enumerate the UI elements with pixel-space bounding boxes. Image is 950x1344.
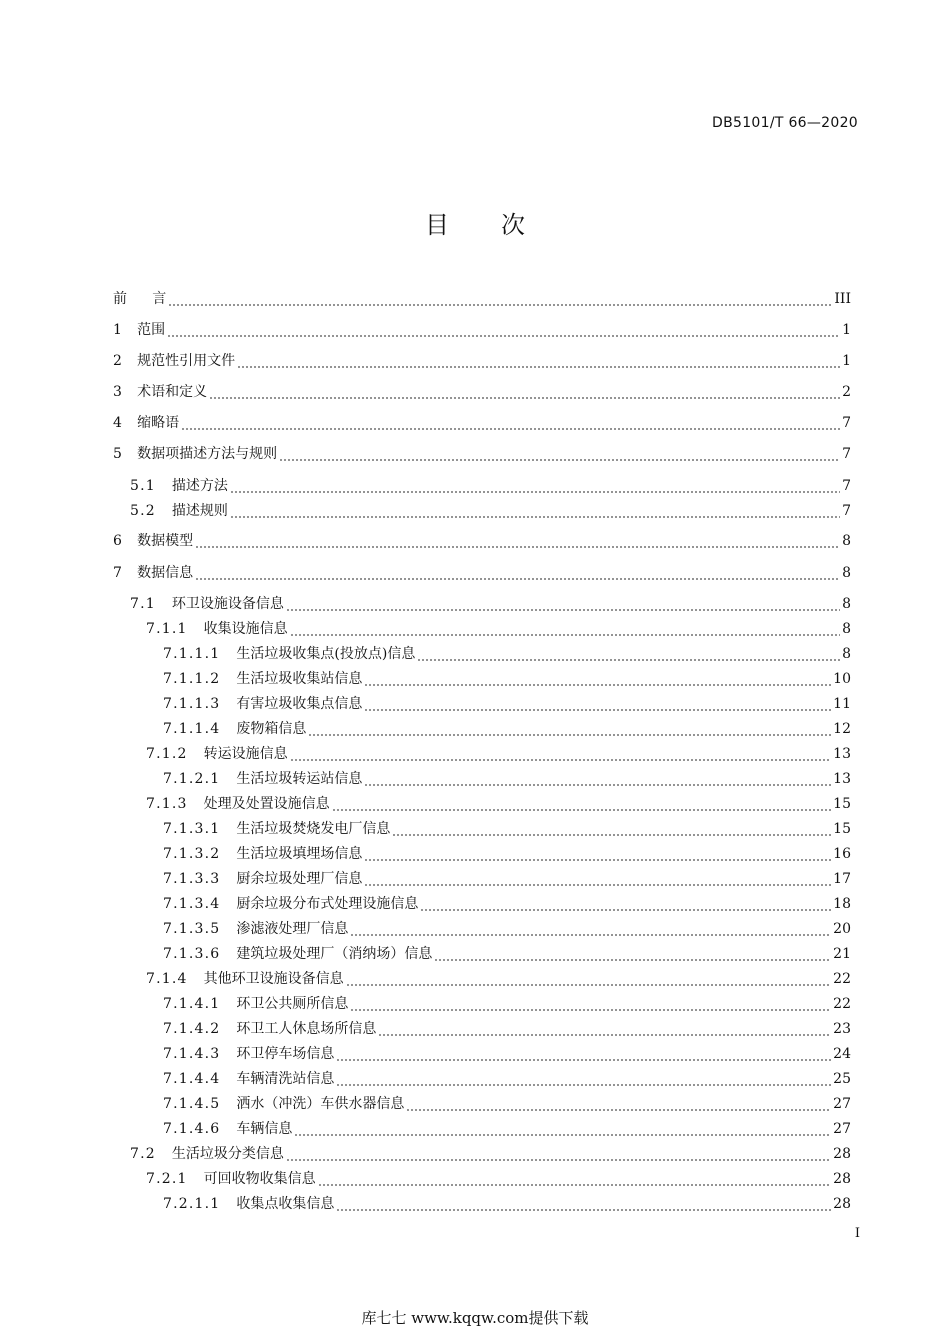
toc-entry-number: 7.1.1.1 — [163, 646, 221, 662]
toc-entry-label: 生活垃圾收集点(投放点)信息 — [236, 646, 416, 662]
dot-leader — [237, 352, 840, 370]
toc-entry-number: 5 — [113, 446, 124, 462]
toc-entry-number: 1 — [113, 322, 124, 338]
dot-leader — [364, 770, 831, 788]
toc-entry[interactable] — [113, 315, 851, 339]
toc-entry-label: 处理及处置设施信息 — [203, 796, 330, 812]
toc-entry-label: 言 — [152, 291, 167, 307]
toc-entry-label: 范围 — [137, 322, 166, 338]
toc-entry-number: 7.1.4.5 — [163, 1096, 221, 1112]
toc-entry-page: 28 — [833, 1146, 851, 1162]
dot-leader — [181, 414, 840, 432]
toc-entry[interactable] — [113, 284, 851, 308]
toc-entry-number: 7.1.1.4 — [163, 721, 221, 737]
toc-entry-page: 28 — [833, 1196, 851, 1212]
title-char-1: 目 — [425, 211, 449, 239]
toc-entry-number: 6 — [113, 533, 124, 549]
toc-entry-number: 7.1.3.1 — [163, 821, 221, 837]
dot-leader — [350, 995, 831, 1013]
toc-entry-number: 7.1.2 — [146, 746, 188, 762]
toc-entry-number: 前 — [113, 291, 129, 307]
dot-leader — [168, 290, 832, 308]
dot-leader — [364, 695, 831, 713]
toc-entry[interactable] — [113, 989, 851, 1013]
toc-entry-page: 8 — [842, 565, 851, 581]
toc-entry[interactable] — [113, 526, 851, 550]
toc-entry-page: 10 — [833, 671, 851, 687]
toc-entry-page: 21 — [833, 946, 851, 962]
toc-entry-page: 27 — [833, 1121, 851, 1137]
toc-entry-page: 23 — [833, 1021, 851, 1037]
toc-entry-number: 7.1 — [130, 596, 156, 612]
toc-entry-page: 22 — [833, 971, 851, 987]
dot-leader — [434, 945, 831, 963]
toc-entry[interactable] — [113, 1014, 851, 1038]
dot-leader — [364, 670, 831, 688]
toc-entry-label: 环卫工人休息场所信息 — [236, 1021, 377, 1037]
toc-entry-label: 渗滤液处理厂信息 — [236, 921, 349, 937]
toc-entry-page: 8 — [842, 533, 851, 549]
toc-entry-page: 7 — [842, 478, 851, 494]
toc-entry[interactable] — [113, 377, 851, 401]
toc-entry-page: 12 — [833, 721, 851, 737]
toc-entry[interactable] — [113, 664, 851, 688]
toc-entry-number: 7.1.2.1 — [163, 771, 221, 787]
toc-entry[interactable] — [113, 864, 851, 888]
toc-entry-label: 术语和定义 — [137, 384, 208, 400]
toc-entry-number: 7.1.3.5 — [163, 921, 221, 937]
toc-entry-page: 28 — [833, 1171, 851, 1187]
dot-leader — [417, 645, 840, 663]
toc-entry-number: 7.2.1 — [146, 1171, 188, 1187]
toc-entry[interactable] — [113, 914, 851, 938]
toc-entry[interactable] — [113, 889, 851, 913]
toc-entry-label: 缩略语 — [137, 415, 180, 431]
toc-entry-page: 17 — [833, 871, 851, 887]
toc-entry-label: 规范性引用文件 — [137, 353, 236, 369]
toc-entry-number: 7.2 — [130, 1146, 156, 1162]
toc-entry-label: 环卫设施设备信息 — [171, 596, 284, 612]
dot-leader — [336, 1045, 831, 1063]
dot-leader — [336, 1195, 831, 1213]
toc-entry-number: 7.1.4.1 — [163, 996, 221, 1012]
toc-entry-number: 7.2.1.1 — [163, 1196, 221, 1212]
toc-entry-label: 描述规则 — [171, 503, 228, 519]
toc-entry-label: 废物箱信息 — [236, 721, 307, 737]
title-char-2: 次 — [501, 211, 525, 239]
toc-entry[interactable] — [113, 346, 851, 370]
toc-entry-page: 15 — [833, 821, 851, 837]
toc-entry-page: 24 — [833, 1046, 851, 1062]
toc-entry-page: 20 — [833, 921, 851, 937]
toc-entry[interactable] — [113, 408, 851, 432]
toc-entry-number: 7.1.1.2 — [163, 671, 221, 687]
toc-entry-page: 15 — [833, 796, 851, 812]
toc-entry-number: 5.2 — [130, 503, 156, 519]
toc-entry-number: 7.1.1.3 — [163, 696, 221, 712]
toc-entry-label: 生活垃圾转运站信息 — [236, 771, 363, 787]
toc-entry-label: 生活垃圾分类信息 — [171, 1146, 284, 1162]
dot-leader — [290, 620, 840, 638]
toc-entry[interactable] — [113, 689, 851, 713]
toc-entry-page: 8 — [842, 596, 851, 612]
toc-entry-number: 7.1.3.4 — [163, 896, 221, 912]
toc-entry[interactable] — [113, 439, 851, 463]
toc-entry-page: 7 — [842, 415, 851, 431]
toc-entry-page: 8 — [842, 646, 851, 662]
toc-entry[interactable] — [113, 964, 851, 988]
dot-leader — [308, 720, 831, 738]
dot-leader — [294, 1120, 831, 1138]
dot-leader — [279, 445, 840, 463]
toc-entry[interactable] — [113, 814, 851, 838]
toc-entry-page: 25 — [833, 1071, 851, 1087]
toc-entry[interactable] — [113, 839, 851, 863]
toc-entry-number: 7.1.3.6 — [163, 946, 221, 962]
page-number: I — [854, 1226, 860, 1241]
toc-entry-number: 3 — [113, 384, 124, 400]
toc-entry[interactable] — [113, 1139, 851, 1163]
toc-entry-label: 收集点收集信息 — [236, 1196, 335, 1212]
toc-entry-label: 数据信息 — [137, 565, 194, 581]
toc-entry-label: 生活垃圾焚烧发电厂信息 — [236, 821, 391, 837]
toc-entry-number: 7.1.3.2 — [163, 846, 221, 862]
toc-entry-label: 厨余垃圾处理厂信息 — [236, 871, 363, 887]
toc-entry-label: 有害垃圾收集点信息 — [236, 696, 363, 712]
dot-leader — [167, 321, 840, 339]
toc-entry-page: 22 — [833, 996, 851, 1012]
toc-entry[interactable] — [113, 1039, 851, 1063]
toc-entry-number: 7.1.1 — [146, 621, 188, 637]
toc-entry-label: 建筑垃圾处理厂（消纳场）信息 — [236, 946, 433, 962]
toc-entry-number: 7.1.4.4 — [163, 1071, 221, 1087]
toc-entry[interactable] — [113, 939, 851, 963]
toc-entry-page: 7 — [842, 503, 851, 519]
toc-entry-page: 7 — [842, 446, 851, 462]
toc-entry-page: 8 — [842, 621, 851, 637]
dot-leader — [290, 745, 832, 763]
toc-entry-label: 描述方法 — [171, 478, 228, 494]
toc-entry[interactable] — [113, 639, 851, 663]
toc-entry-number: 7.1.4.6 — [163, 1121, 221, 1137]
toc-entry-label: 环卫公共厕所信息 — [236, 996, 349, 1012]
toc-entry-label: 洒水（冲洗）车供水器信息 — [236, 1096, 405, 1112]
toc-entry-number: 7.1.4.2 — [163, 1021, 221, 1037]
toc-entry-label: 数据项描述方法与规则 — [137, 446, 278, 462]
dot-leader — [286, 1145, 831, 1163]
toc-entry-label: 数据模型 — [137, 533, 194, 549]
toc-entry-page: 27 — [833, 1096, 851, 1112]
dot-leader — [350, 920, 831, 938]
toc-entry[interactable] — [113, 789, 851, 813]
toc-entry-label: 车辆信息 — [236, 1121, 293, 1137]
toc-entry-page: 1 — [842, 353, 851, 369]
toc-entry-label: 可回收物收集信息 — [203, 1171, 316, 1187]
toc-entry[interactable] — [113, 496, 851, 520]
toc-entry-page: 13 — [833, 771, 851, 787]
toc-entry[interactable] — [113, 1064, 851, 1088]
toc-entry-number: 7.1.3 — [146, 796, 188, 812]
toc-entry-number: 7.1.4 — [146, 971, 188, 987]
toc-entry-number: 7.1.3.3 — [163, 871, 221, 887]
dot-leader — [209, 383, 840, 401]
dot-leader — [378, 1020, 831, 1038]
dot-leader — [364, 845, 831, 863]
toc-entry-label: 生活垃圾收集站信息 — [236, 671, 363, 687]
dot-leader — [346, 970, 832, 988]
toc-entry-page: 2 — [842, 384, 851, 400]
toc-entry[interactable] — [113, 558, 851, 582]
toc-entry[interactable] — [113, 1164, 851, 1188]
toc-entry-page: 16 — [833, 846, 851, 862]
dot-leader — [195, 532, 840, 550]
page-title — [0, 205, 950, 240]
toc-entry-label: 转运设施信息 — [203, 746, 288, 762]
toc-entry[interactable] — [113, 1089, 851, 1113]
toc-entry-page: 1 — [842, 322, 851, 338]
toc-entry[interactable] — [113, 471, 851, 495]
toc-entry-page: 13 — [833, 746, 851, 762]
dot-leader — [230, 502, 840, 520]
toc-entry-label: 生活垃圾填埋场信息 — [236, 846, 363, 862]
dot-leader — [332, 795, 832, 813]
toc-entry[interactable] — [113, 714, 851, 738]
toc-entry[interactable] — [113, 1114, 851, 1138]
toc-entry-number: 4 — [113, 415, 124, 431]
toc-entry-page: 11 — [833, 696, 851, 712]
toc-entry-label: 其他环卫设施设备信息 — [203, 971, 344, 987]
toc-entry-label: 厨余垃圾分布式处理设施信息 — [236, 896, 419, 912]
toc-entry-number: 7 — [113, 565, 124, 581]
dot-leader — [364, 870, 831, 888]
watermark-text: 库七七 www.kqqw.com提供下载 — [361, 1309, 589, 1327]
dot-leader — [195, 564, 840, 582]
toc-entry-number: 7.1.4.3 — [163, 1046, 221, 1062]
dot-leader — [286, 595, 840, 613]
toc-entry-number: 2 — [113, 353, 124, 369]
toc-entry[interactable] — [113, 764, 851, 788]
dot-leader — [230, 477, 840, 495]
toc-entry-label: 车辆清洗站信息 — [236, 1071, 335, 1087]
toc-entry-label: 环卫停车场信息 — [236, 1046, 335, 1062]
dot-leader — [420, 895, 831, 913]
toc-entry-label: 收集设施信息 — [203, 621, 288, 637]
toc-entry[interactable] — [113, 739, 851, 763]
toc-entry[interactable] — [113, 614, 851, 638]
dot-leader — [406, 1095, 831, 1113]
toc-entry-number: 5.1 — [130, 478, 156, 494]
dot-leader — [318, 1170, 832, 1188]
toc-entry-page: 18 — [833, 896, 851, 912]
toc-entry-page: III — [834, 291, 851, 307]
toc-entry[interactable] — [113, 589, 851, 613]
standard-code: DB5101/T 66—2020 — [712, 115, 858, 131]
dot-leader — [392, 820, 831, 838]
dot-leader — [336, 1070, 831, 1088]
toc-entry[interactable] — [113, 1189, 851, 1213]
